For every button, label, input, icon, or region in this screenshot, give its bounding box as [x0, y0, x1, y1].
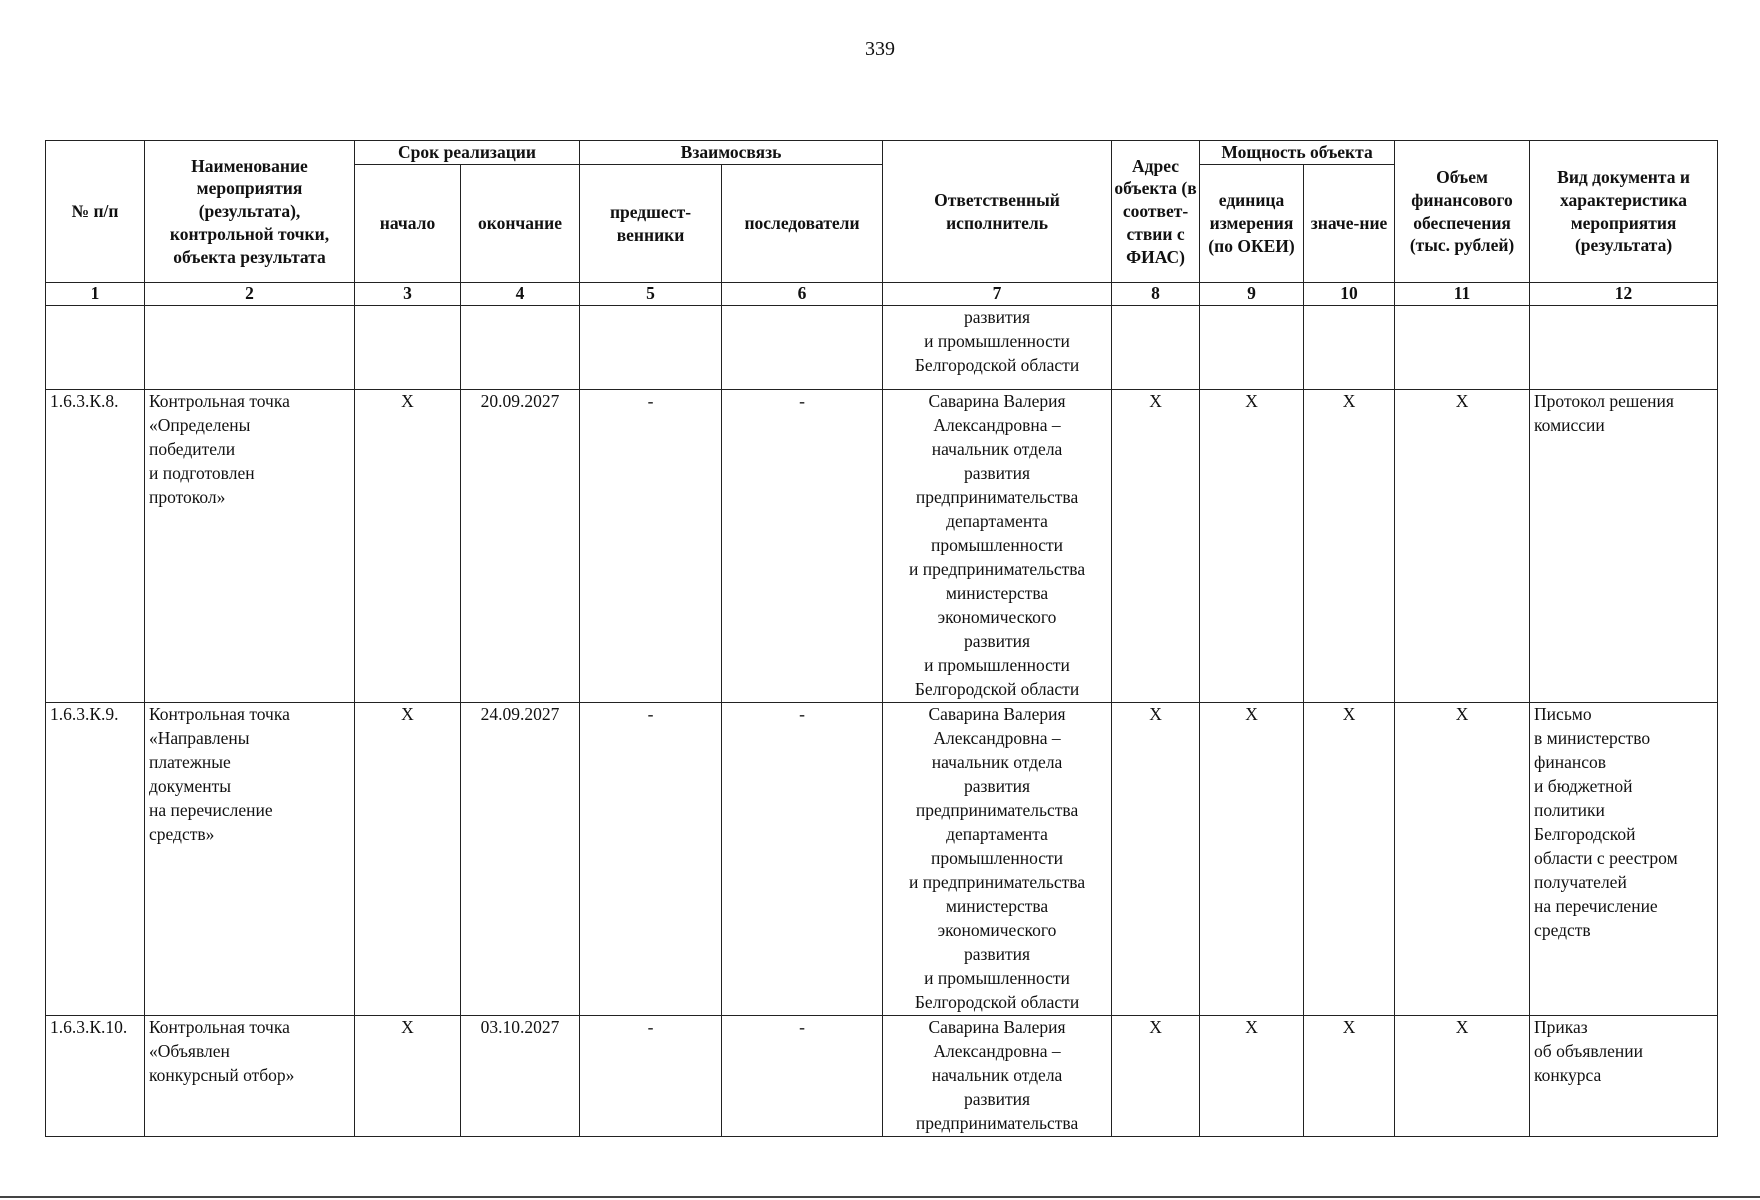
header-end: окончание [461, 165, 580, 283]
executor-cell: Саварина Валерия Александровна – начальник отдела развития предпринимательства департамента промышленности и предпринимательства министерства экономического развития и промышленности Белгородской области [883, 390, 1112, 703]
header-relation: Взаимосвязь [580, 141, 883, 165]
row-document: Письмо в министерство финансов и бюджетной политики Белгородской области с реестром получателей на перечисление средств [1530, 703, 1718, 1016]
table-row [46, 703, 1718, 1016]
row-value: X [1304, 390, 1395, 703]
row-name: Контрольная точка «Определены победители и подготовлен протокол» [145, 390, 355, 703]
header-term: Срок реализации [355, 141, 580, 165]
row-finance: X [1395, 390, 1530, 703]
row-start: X [355, 1016, 461, 1137]
row-unit: X [1200, 390, 1304, 703]
column-number: 12 [1530, 283, 1718, 306]
row-document: Приказ об объявлении конкурса [1530, 1016, 1718, 1137]
row-number: 1.6.3.К.10. [46, 1016, 145, 1137]
row-number: 1.6.3.К.8. [46, 390, 145, 703]
column-number-row [46, 283, 1718, 306]
row-address: X [1112, 1016, 1200, 1137]
header-name: Наименование мероприятия (результата), контрольной точки, объекта результата [145, 141, 355, 283]
column-number: 9 [1200, 283, 1304, 306]
bottom-rule [0, 1196, 1760, 1198]
row-predecessors: - [580, 703, 722, 1016]
row-unit: X [1200, 1016, 1304, 1137]
executor-cell: Саварина Валерия Александровна – начальник отдела развития предпринимательства департамента промышленности и предпринимательства министерства экономического развития и промышленности Белгородской области [883, 703, 1112, 1016]
row-address: X [1112, 390, 1200, 703]
header-doc: Вид документа и характеристика мероприятия (результата) [1530, 141, 1718, 283]
header-value: значе-ние [1304, 165, 1395, 283]
header-num: № п/п [46, 141, 145, 283]
row-value: X [1304, 1016, 1395, 1137]
executor-cell: Саварина Валерия Александровна – начальник отдела развития предпринимательства [883, 1016, 1112, 1137]
header-start: начало [355, 165, 461, 283]
row-start: X [355, 703, 461, 1016]
row-end: 20.09.2027 [461, 390, 580, 703]
header-finance: Объем финансового обеспечения (тыс. рублей) [1395, 141, 1530, 283]
plan-table [45, 140, 1718, 1137]
column-number: 5 [580, 283, 722, 306]
continuation-row [46, 306, 1718, 390]
column-number: 10 [1304, 283, 1395, 306]
row-successors: - [722, 1016, 883, 1137]
header-successors: последователи [722, 165, 883, 283]
row-document: Протокол решения комиссии [1530, 390, 1718, 703]
table-row [46, 1016, 1718, 1137]
page-number: 339 [865, 38, 895, 60]
row-end: 24.09.2027 [461, 703, 580, 1016]
column-number: 1 [46, 283, 145, 306]
header-capacity: Мощность объекта [1200, 141, 1395, 165]
column-number: 2 [145, 283, 355, 306]
row-start: X [355, 390, 461, 703]
row-predecessors: - [580, 1016, 722, 1137]
executor-cell: развития и промышленности Белгородской области [883, 306, 1112, 390]
header-address: Адрес объекта (в соответ-ствии с ФИАС) [1112, 141, 1200, 283]
row-number: 1.6.3.К.9. [46, 703, 145, 1016]
row-end: 03.10.2027 [461, 1016, 580, 1137]
row-unit: X [1200, 703, 1304, 1016]
row-successors: - [722, 703, 883, 1016]
row-successors: - [722, 390, 883, 703]
header-unit: единица измерения (по ОКЕИ) [1200, 165, 1304, 283]
row-value: X [1304, 703, 1395, 1016]
column-number: 6 [722, 283, 883, 306]
row-address: X [1112, 703, 1200, 1016]
column-number: 3 [355, 283, 461, 306]
row-predecessors: - [580, 390, 722, 703]
row-name: Контрольная точка «Объявлен конкурсный отбор» [145, 1016, 355, 1137]
column-number: 7 [883, 283, 1112, 306]
header-executor: Ответственный исполнитель [883, 141, 1112, 283]
column-number: 11 [1395, 283, 1530, 306]
row-finance: X [1395, 1016, 1530, 1137]
header-predecessors: предшест-венники [580, 165, 722, 283]
row-finance: X [1395, 703, 1530, 1016]
column-number: 8 [1112, 283, 1200, 306]
table-row [46, 390, 1718, 703]
row-name: Контрольная точка «Направлены платежные документы на перечисление средств» [145, 703, 355, 1016]
column-number: 4 [461, 283, 580, 306]
